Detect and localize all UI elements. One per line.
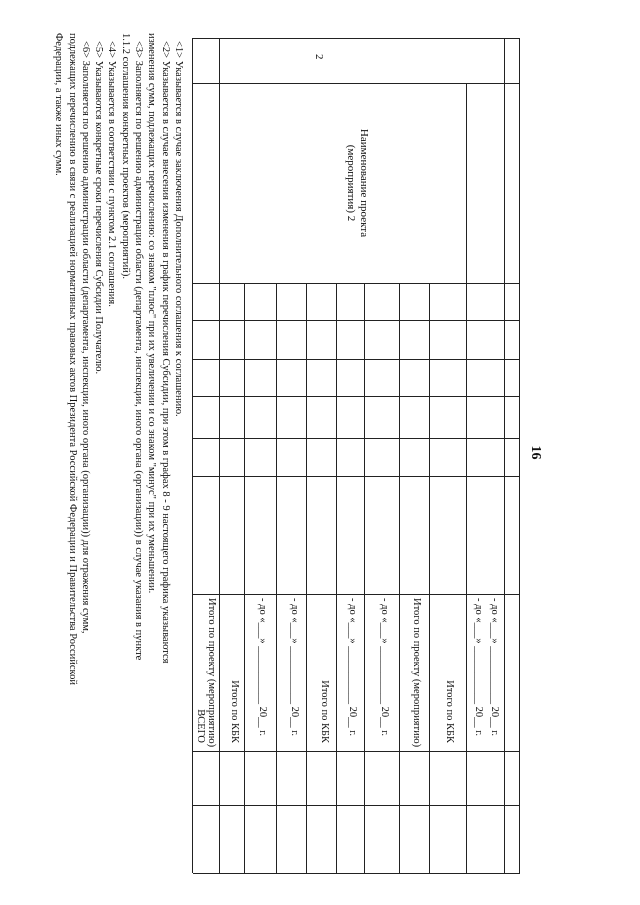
total-kbk: Итого по КБК	[229, 680, 240, 743]
table-border-top	[519, 38, 520, 873]
footnote-line: <2> Указывается в случае внесения изменения в график перечисления Субсидии, при этом в графах 8 - 9 настоящего графика указываются	[159, 41, 171, 664]
date-row: - до «___» ___________ 20__ г.	[379, 598, 390, 736]
column-line	[193, 359, 520, 360]
column-line	[193, 751, 520, 752]
row-number: 2	[313, 54, 325, 60]
date-row: - до «___» ___________ 20__ г.	[473, 598, 484, 736]
page-number: 16	[528, 445, 543, 460]
column-line	[193, 594, 520, 595]
row-line	[219, 38, 220, 873]
row-line	[336, 283, 337, 873]
total-project: Итого по проекту (мероприятию)	[411, 598, 422, 748]
row-line	[276, 283, 277, 873]
footnote-line: изменения сумм, подлежащих перечислению: со знаком "плюс" при их увеличении и со знаком "минус" при их уменьшении.	[146, 33, 158, 594]
footnote-line: <6> Заполняется по решению администрации области (департамента, инспекции, иного органа (организации)) для отражения сумм,	[79, 41, 91, 634]
date-row: - до «___» ___________ 20__ г.	[289, 598, 300, 736]
grand-total: ВСЕГО	[195, 709, 206, 743]
column-line	[193, 396, 520, 397]
row-line	[364, 283, 365, 873]
column-line	[193, 38, 520, 39]
project-name-line: (мероприятия) 2	[345, 144, 357, 222]
footnote-line: <3> Заполняется по решению администрации области (департамента, инспекции, иного органа (организации)) в случае указания в пункте	[133, 41, 145, 661]
column-line	[193, 320, 520, 321]
date-row: - до «___» ___________ 20__ г.	[257, 598, 268, 736]
total-kbk: Итого по КБК	[319, 680, 330, 743]
column-line	[193, 438, 520, 439]
footnote-line: Федерации, а также иных сумм.	[53, 33, 65, 176]
total-project: Итого по проекту (мероприятию)	[206, 598, 217, 748]
row-line	[504, 38, 505, 873]
footnote-line: <4> Указывается в соответствии с пунктом 2.1 соглашения.	[106, 41, 118, 307]
row-line	[306, 283, 307, 873]
subsidy-schedule-table	[193, 38, 520, 873]
footnote-line: 1.1.2 соглашения конкретных проектов (мероприятий).	[119, 33, 131, 279]
column-line	[193, 805, 520, 806]
footnote-line: <1> Указывается в случае заключения Дополнительного соглашения к соглашению.	[173, 41, 184, 417]
row-line	[429, 283, 430, 873]
row-line	[244, 283, 245, 873]
row-line	[466, 83, 467, 873]
column-line	[193, 476, 520, 477]
project-name	[344, 83, 370, 283]
date-row: - до «___» ___________ 20__ г.	[347, 598, 358, 736]
total-kbk: Итого по КБК	[444, 680, 455, 743]
column-line	[193, 873, 520, 874]
row-line	[399, 283, 400, 873]
footnote-line: <5> Указываются конкретные сроки перечисления Субсидии Получателю.	[93, 41, 105, 375]
date-row: - до «___» ___________ 20__ г.	[489, 598, 500, 736]
column-line	[193, 283, 520, 284]
footnote-line: подлежащих перечислению в связи с реализацией нормативных правовых актов Президента Российской Федерации и Правительства Российской	[66, 33, 78, 685]
project-name-line: Наименование проекта	[358, 128, 370, 238]
table-border-bottom	[192, 38, 193, 873]
